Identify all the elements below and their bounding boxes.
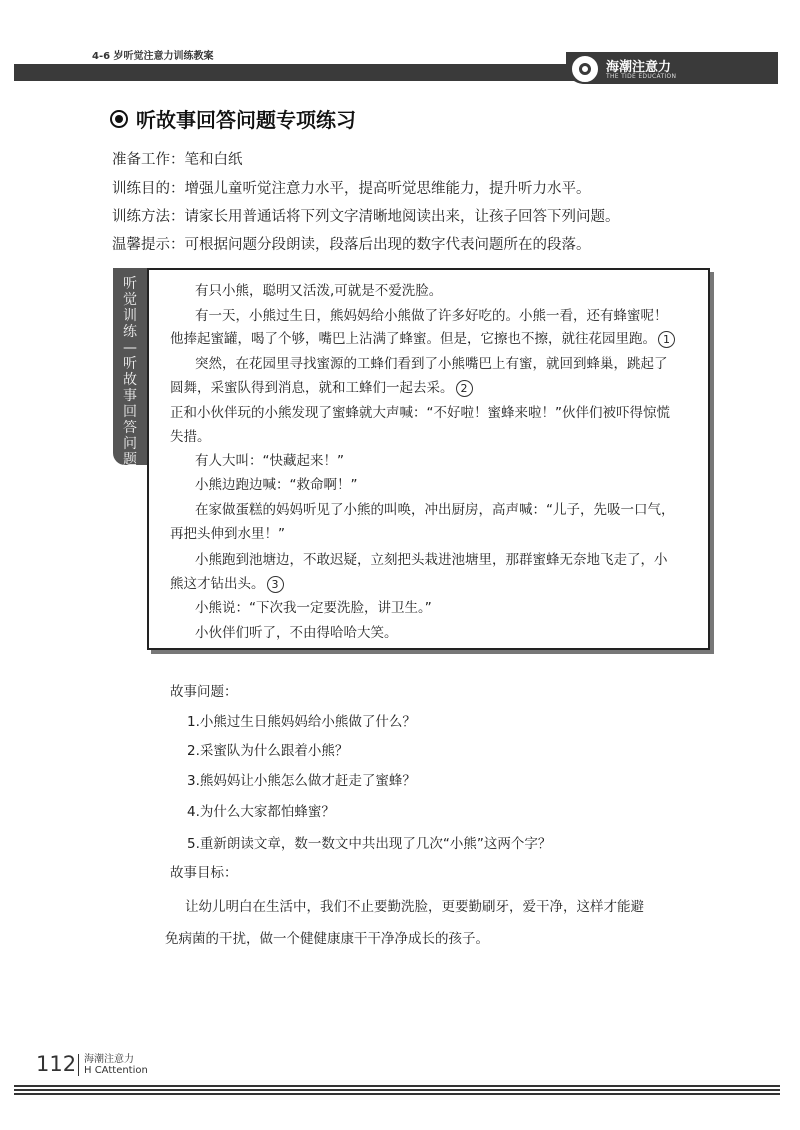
brand-name: 海潮注意力 [606,60,672,75]
footer-divider [78,1054,79,1076]
side-tab-label: 听 觉 训 练 — 听 故 事 回 答 问 题 [113,268,147,465]
question-item: 1.小熊过生日熊妈妈给小熊做了什么？ [187,714,416,730]
page-number: 112 [36,1052,77,1076]
paragraph-marker: 3 [267,576,284,593]
question-item: 3.熊妈妈让小熊怎么做才赶走了蜜蜂？ [187,773,416,789]
paragraph-marker: 1 [658,331,675,348]
story-paragraph: 有人大叫：“快藏起来！” [195,453,344,469]
question-item: 5.重新朗读文章，数一数文中共出现了几次“小熊”这两个字？ [187,836,552,852]
brand-subtitle: THE TIDE EDUCATION [606,73,677,80]
footer-brand: 海潮注意力 H CAttention [84,1054,148,1076]
story-paragraph: 小熊跑到池塘边，不敢迟疑，立刻把头栽进池塘里，那群蜜蜂无奈地飞走了，小 [195,552,668,568]
info-tip: 温馨提示：可根据问题分段朗读，段落后出现的数字代表问题所在的段落。 [112,237,591,253]
goal-label: 故事目标： [170,865,238,881]
footer-rule [14,1085,780,1097]
story-paragraph: 小伙伴们听了，不由得哈哈大笑。 [195,625,398,641]
question-item: 2.采蜜队为什么跟着小熊？ [187,743,349,759]
info-purpose: 训练目的：增强儿童听觉注意力水平，提高听觉思维能力，提升听力水平。 [112,181,591,197]
goal-text: 让幼儿明白在生活中，我们不止要勤洗脸，更要勤刷牙，爱干净，这样才能避 [185,899,644,915]
story-paragraph: 失措。 [170,429,211,445]
info-preparation: 准备工作：笔和白纸 [112,152,243,168]
goal-text: 免病菌的干扰，做一个健健康康干干净净成长的孩子。 [165,931,489,947]
story-paragraph: 突然，在花园里寻找蜜源的工蜂们看到了小熊嘴巴上有蜜，就回到蜂巢，跳起了 [195,356,668,372]
section-title [110,104,356,133]
story-paragraph: 在家做蛋糕的妈妈听见了小熊的叫唤，冲出厨房，高声喊：“儿子，先吸一口气， [195,502,675,518]
story-paragraph: 再把头伸到水里！” [170,526,285,542]
story-paragraph: 他捧起蜜罐，喝了个够，嘴巴上沾满了蜂蜜。但是，它擦也不擦，就往花园里跑。 1 [170,330,675,348]
story-paragraph: 熊这才钻出头。 3 [170,575,284,593]
story-paragraph: 小熊说：“下次我一定要洗脸，讲卫生。” [195,600,432,616]
questions-label: 故事问题： [170,684,238,700]
info-method: 训练方法：请家长用普通话将下列文字清晰地阅读出来，让孩子回答下列问题。 [112,209,620,225]
paragraph-marker: 2 [456,380,473,397]
story-paragraph: 小熊边跑边喊：“救命啊！” [195,477,358,493]
story-paragraph: 正和小伙伴玩的小熊发现了蜜蜂就大声喊：“不好啦！蜜蜂来啦！”伙伴们被吓得惊慌 [170,405,670,421]
brand-logo-icon [570,54,600,84]
story-paragraph: 有一天，小熊过生日，熊妈妈给小熊做了许多好吃的。小熊一看，还有蜂蜜呢！ [195,308,668,324]
story-paragraph: 圆舞，采蜜队得到消息，就和工蜂们一起去采。 2 [170,379,473,397]
header-bar [14,64,574,81]
section-title-text: 听故事回答问题专项练习 [136,108,356,132]
header-title: 4-6 岁听觉注意力训练教案 [92,51,214,62]
bullet-circle-icon [110,110,128,128]
story-paragraph: 有只小熊，聪明又活泼,可就是不爱洗脸。 [195,283,443,299]
question-item: 4.为什么大家都怕蜂蜜？ [187,804,335,820]
